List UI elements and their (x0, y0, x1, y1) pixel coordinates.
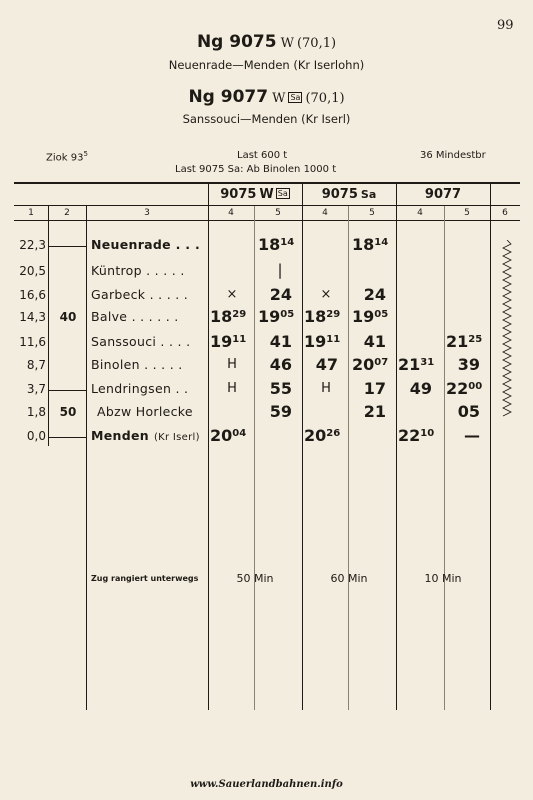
column-number: 5 (369, 208, 375, 218)
station-name: Neuenrade . . . (91, 237, 201, 252)
col-divider-5 (396, 184, 397, 710)
col-divider-2 (86, 206, 87, 710)
time-cell: $20^{26}$ (304, 426, 341, 445)
column-number: 5 (464, 208, 470, 218)
col-divider-5a (348, 206, 349, 710)
km-value: 1,8 (26, 405, 46, 419)
time-cell: H (227, 357, 237, 372)
station-name: Lendringsen . . (91, 381, 189, 396)
km-value: 22,3 (19, 238, 46, 252)
km-value: 16,6 (19, 288, 46, 302)
section-marker (48, 246, 86, 247)
column-number: 4 (417, 208, 423, 218)
col-divider-6a (444, 206, 445, 710)
train1-route: Neuenrade—Menden (Kr Iserlohn) (168, 58, 365, 72)
km-value: 11,6 (19, 335, 46, 349)
time-cell: × (226, 287, 238, 302)
km-value: 0,0 (26, 429, 46, 443)
km-value: 8,7 (26, 358, 46, 372)
time-cell: 47 (315, 355, 338, 374)
train2-route: Sanssouci—Menden (Kr Iserl) (182, 112, 351, 126)
group-header-9075sa: 9075 Sa (321, 187, 377, 202)
time-cell: | (277, 261, 283, 279)
column-number: 4 (228, 208, 234, 218)
time-cell: H (321, 381, 331, 396)
shunting-time-9075sa: 60 Min (330, 572, 368, 585)
time-cell: 05 (457, 402, 480, 421)
column-number: 6 (502, 208, 508, 218)
time-cell: $20^{04}$ (210, 426, 247, 445)
time-cell: 39 (457, 355, 480, 374)
time-cell: 24 (363, 285, 386, 304)
speed-value: 50 (59, 405, 77, 419)
section-marker (48, 437, 86, 438)
ziok-info: Ziok $93^5$ (46, 150, 88, 164)
section-marker (48, 390, 86, 391)
station-name: Küntrop . . . . . (91, 263, 185, 278)
column-number: 4 (322, 208, 328, 218)
train2-class: W (272, 91, 286, 106)
train1-name: Ng 9075 (196, 32, 277, 52)
station-name: Abzw Horlecke (97, 404, 193, 419)
time-cell: $19^{05}$ (258, 307, 295, 326)
time-cell: $18^{14}$ (258, 235, 295, 254)
col-divider-3 (208, 184, 209, 710)
time-cell: $18^{14}$ (352, 235, 389, 254)
load-saturday-info: Last 9075 Sa: Ab Binolen 1000 t (175, 164, 337, 175)
time-cell: 17 (363, 379, 386, 398)
station-name: Balve . . . . . . (91, 309, 179, 324)
train1-title (0, 32, 533, 52)
table-top-rule (14, 182, 520, 184)
train1-class: W (280, 36, 294, 51)
time-cell: $22^{10}$ (398, 426, 435, 445)
train2-day-box: Sa (290, 93, 301, 102)
time-cell: 46 (269, 355, 292, 374)
zigzag-marker (500, 240, 514, 420)
column-number: 3 (144, 208, 150, 218)
col-divider-4a (254, 206, 255, 710)
train2-title (0, 87, 533, 107)
km-value: 14,3 (19, 310, 46, 324)
km-value: 3,7 (26, 382, 46, 396)
shunting-time-9077: 10 Min (424, 572, 462, 585)
group-header-9077: 9077 (424, 187, 462, 202)
time-cell: $18^{29}$ (304, 307, 341, 326)
column-number: 5 (275, 208, 281, 218)
shunting-time-9075w: 50 Min (236, 572, 274, 585)
col-divider-4 (302, 184, 303, 710)
group-header-9075w: 9075 W Sa (220, 187, 288, 202)
station-name: Binolen . . . . . (91, 357, 183, 372)
time-cell: $20^{07}$ (352, 355, 389, 374)
station-name: Sanssouci . . . . (91, 334, 191, 349)
time-cell: × (320, 287, 332, 302)
col-divider-6 (490, 184, 491, 710)
time-cell: $21^{31}$ (398, 355, 435, 374)
time-cell: — (464, 426, 480, 445)
min-brake-info: 36 Mindestbr (420, 150, 486, 161)
time-cell: 55 (269, 379, 292, 398)
time-cell: $19^{11}$ (304, 332, 341, 351)
time-cell: 24 (269, 285, 292, 304)
time-cell: $19^{05}$ (352, 307, 389, 326)
time-cell: 41 (363, 332, 386, 351)
time-cell: H (227, 381, 237, 396)
station-name: Garbeck . . . . . (91, 287, 189, 302)
column-number: 1 (28, 208, 34, 218)
shunting-note: Zug rangiert unterwegs (91, 574, 199, 583)
website-url: www.Sauerlandbahnen.info (190, 779, 343, 790)
time-cell: 59 (269, 402, 292, 421)
time-cell: $18^{29}$ (210, 307, 247, 326)
speed-value: 40 (59, 310, 77, 324)
train2-speed: (70,1) (305, 91, 345, 106)
load-info: Last 600 t (237, 150, 288, 161)
column-number: 2 (64, 208, 70, 218)
time-cell: $21^{25}$ (446, 332, 483, 351)
station-name: Menden (Kr Iserl) (91, 428, 200, 443)
time-cell: 41 (269, 332, 292, 351)
train2-name: Ng 9077 (188, 87, 269, 107)
page-number: 99 (497, 18, 514, 33)
time-cell: 21 (363, 402, 386, 421)
time-cell: $22^{00}$ (446, 379, 483, 398)
time-cell: 49 (409, 379, 432, 398)
time-cell: $19^{11}$ (210, 332, 247, 351)
km-value: 20,5 (19, 264, 46, 278)
train1-speed: (70,1) (296, 36, 337, 51)
